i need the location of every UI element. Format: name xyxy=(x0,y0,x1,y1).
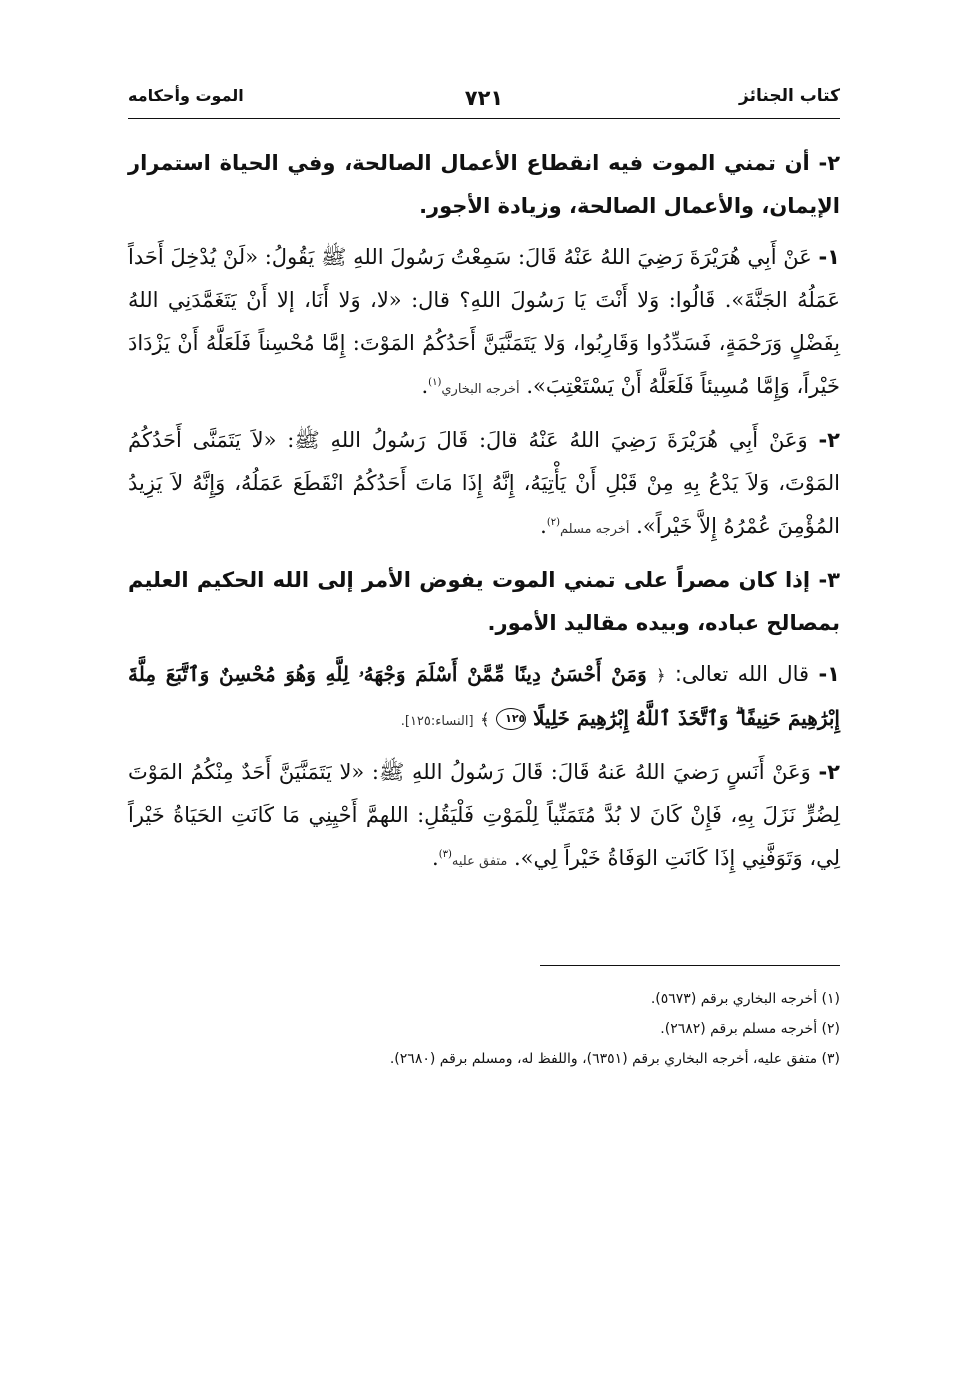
hadith-text: عَنْ أَبِي هُرَيْرَةَ رَضِيَ اللهُ عَنْهُ قَالَ: سَمِعْتُ رَسُولَ اللهِ ﷺ يَقُولُ: «لَنْ يُدْخِلَ أَحَداً عَمَلُهُ الجَنَّةَ». قَالُوا: وَلا أَنْتَ يَا رَسُولَ اللهِ؟ قال: «لا، وَلا أَنَا، إلا أَنْ يَتَغَمَّدَنِي اللهُ بِفَضْلٍ وَرَحْمَةٍ، فَسَدِّدُوا وَقَارِبُوا، وَلا يَتَمَنَّيَنَّ أَحَدُكُمُ المَوْتَ: إِمَّا مُحْسِناً فَلَعَلَّهُ أَنْ يَزْدَادَ خَيْراً، وَإِمَّا مُسِيئاً فَلَعَلَّهُ أَنْ يَسْتَعْتِبَ». xyxy=(128,245,840,398)
ornate-bracket-open-icon: ﴿ xyxy=(656,666,666,685)
hadith-source: أخرجه مسلم xyxy=(560,522,630,537)
hadith-end-mark: . xyxy=(540,514,547,538)
hadith-source: أخرجه البخاري xyxy=(441,382,520,397)
hadith-text: وَعَنْ أَنَسٍ رَضيَ اللهُ عَنهُ قَالَ: قَالَ رَسُولُ اللهِ ﷺ: «لا يَتَمَنَّيَنَّ أَحَدٌ مِنْكُمُ المَوْتَ لِضُرٍّ نَزَلَ بِهِ، فَإِنْ كَانَ لا بُدَّ مُتَمَنِّياً لِلْمَوْتِ فَلْيَقُلِ: اللهمَّ أَحْيِنِي مَا كَانَتِ الحَيَاةُ خَيْراً لِي، وَتَوَفَّنِي إِذَا كَانَتِ الوَفَاةُ خَيْراً لِي». xyxy=(128,760,840,870)
footnote-2: (٢) أخرجه مسلم برقم (٢٦٨٢). xyxy=(660,1021,840,1037)
footnote-ref-3[interactable]: (٣) xyxy=(438,849,452,860)
verse-number-medallion: ١٢٥ xyxy=(496,708,526,730)
footnote-ref-1[interactable]: (١) xyxy=(428,377,442,388)
quran-verse-text: وَمَنْ أَحْسَنُ دِينًا مِّمَّنْ أَسْلَمَ وَجْهَهُۥ لِلَّهِ وَهُوَ مُحْسِنٌ وَٱتَّبَعَ مِلَّةَ إِبْرَٰهِيمَ حَنِيفًا ۗ وَٱتَّخَذَ ٱللَّهُ إِبْرَٰهِيمَ خَلِيلًا xyxy=(128,662,840,730)
hadith-anas xyxy=(128,751,840,883)
running-header xyxy=(128,86,840,118)
hadith-abu-hurayra-1 xyxy=(128,236,840,411)
hadith-number: ١- xyxy=(818,245,840,269)
item-number: ١- xyxy=(818,662,840,686)
heading-number: ٣- xyxy=(818,568,840,592)
hadith-text: وَعَنْ أَبِي هُرَيْرَةَ رَضِيَ اللهُ عَنْهُ قالَ: قَالَ رَسُولُ اللهِ ﷺ: «لاَ يَتَمَنَّى أَحَدُكُمُ المَوْتَ، وَلاَ يَدْعُ بِهِ مِنْ قَبْلِ أَنْ يَأْتِيَهُ، إِنَّهُ إِذَا مَاتَ أَحَدُكُمُ انْقَطَعَ عَمَلُهُ، وَإِنَّهُ لاَ يَزِيدُ المُؤْمِنَ عُمْرُهُ إِلاَّ خَيْراً». xyxy=(128,428,840,538)
main-text xyxy=(128,142,840,891)
footnote-ref-2[interactable]: (٢) xyxy=(546,517,560,528)
footnotes xyxy=(128,984,840,1074)
heading-text: أن تمني الموت فيه انقطاع الأعمال الصالحة، وفي الحياة استمرار الإيمان، والأعمال الصالحة، وزيادة الأجور. xyxy=(128,151,840,218)
hadith-end-mark: . xyxy=(432,846,439,870)
header-divider xyxy=(128,118,840,119)
footnote-3: (٣) متفق عليه، أخرجه البخاري برقم (٦٣٥١)، واللفظ له، ومسلم برقم (٢٦٨٠). xyxy=(389,1051,840,1067)
header-book-title: كتاب الجنائز xyxy=(739,86,840,106)
hadith-number: ٢- xyxy=(818,428,840,452)
hadith-source: متفق عليه xyxy=(451,854,508,869)
footnote-1: (١) أخرجه البخاري برقم (٥٦٧٣). xyxy=(650,991,840,1007)
hadith-number: ٢- xyxy=(818,760,840,784)
heading-point-3 xyxy=(128,559,840,645)
page-number: ٧٢١ xyxy=(464,86,504,110)
heading-text: إذا كان مصراً على تمني الموت يفوض الأمر إلى الله الحكيم العليم بمصالح عباده، وبيده مقاليد الأمور. xyxy=(128,568,840,635)
quran-verse-paragraph xyxy=(128,653,840,743)
ornate-bracket-close-icon: ﴾ xyxy=(480,710,490,729)
hadith-end-mark: . xyxy=(421,374,429,398)
heading-number: ٢- xyxy=(818,151,841,175)
verse-citation: [النساء:١٢٥]. xyxy=(400,714,474,729)
header-chapter-title: الموت وأحكامه xyxy=(128,86,244,105)
heading-point-2 xyxy=(128,142,840,228)
footnote-divider xyxy=(540,965,840,966)
verse-intro: قال الله تعالى: xyxy=(674,662,810,686)
hadith-abu-hurayra-2 xyxy=(128,419,840,551)
